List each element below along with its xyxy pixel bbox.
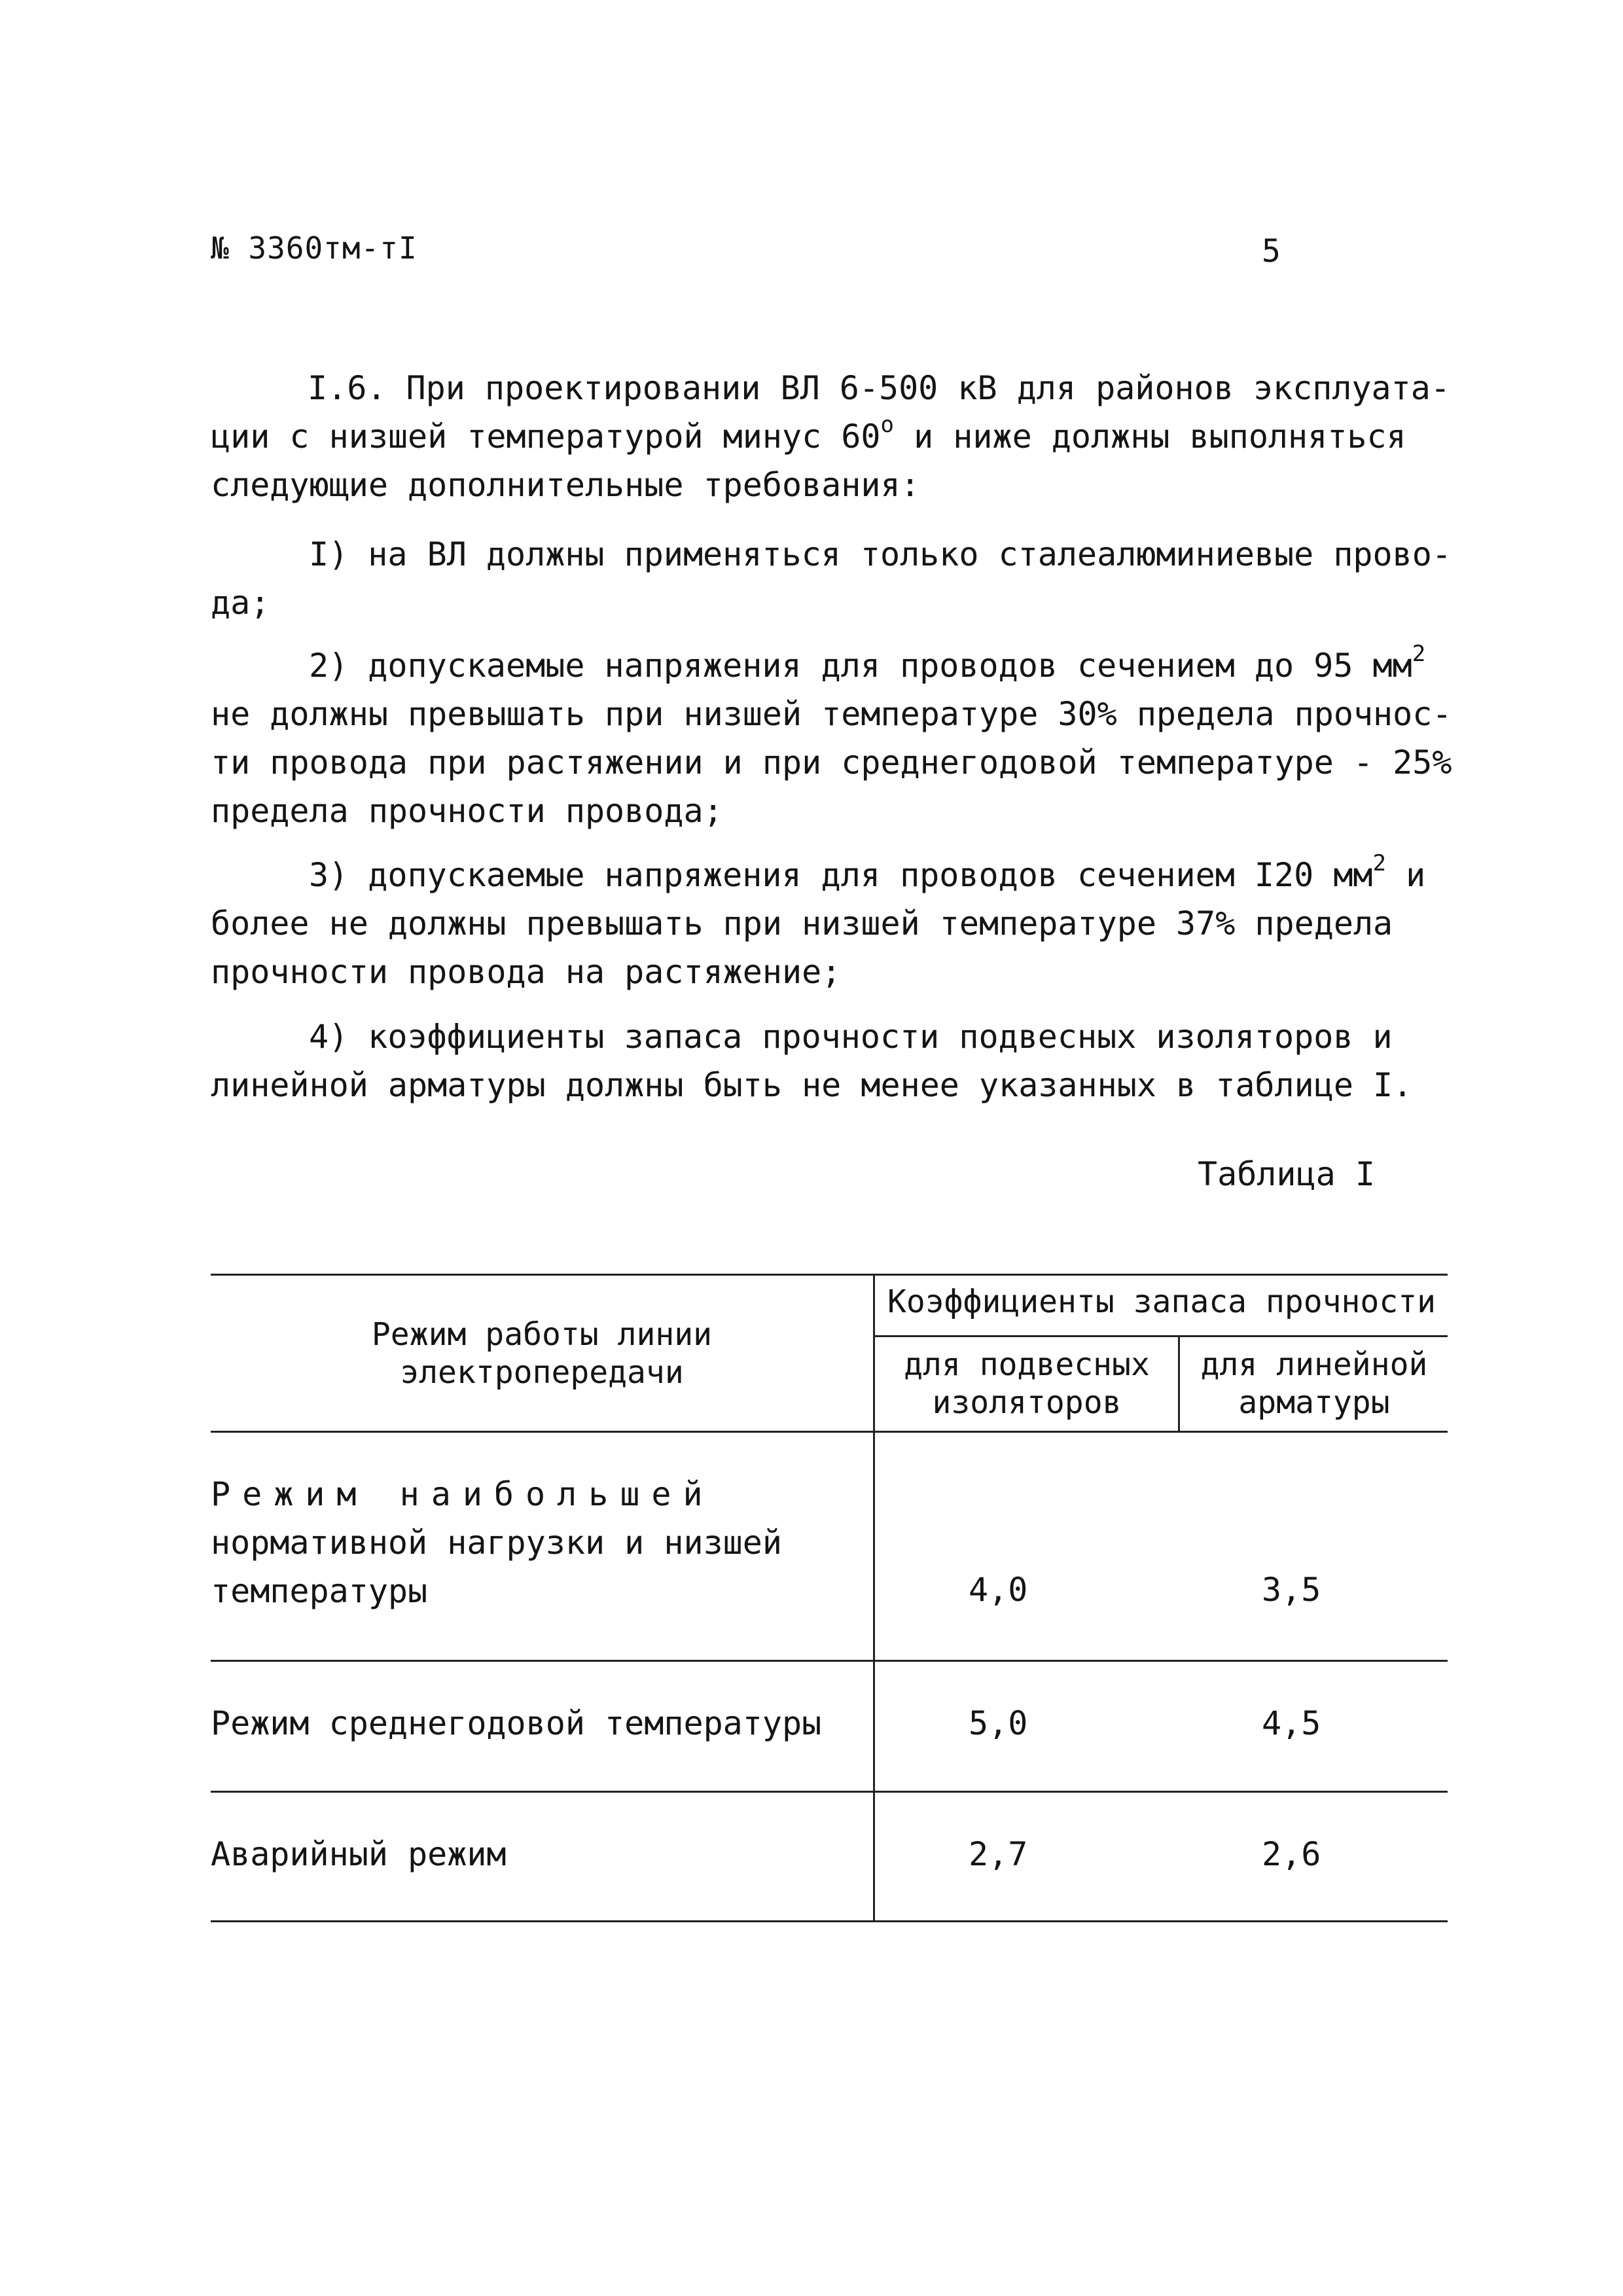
square-superscript: 2 [1412, 641, 1426, 668]
item-1 [211, 530, 1452, 627]
row-2-fittings: 4,5 [1262, 1704, 1321, 1742]
item-3-line-2: более не должны превышать при низшей температуре 37% предела [211, 905, 1393, 942]
header-insulators-line-2: изоляторов [932, 1384, 1122, 1421]
section-1-6-line-2 [211, 412, 1441, 461]
item-2-line-4: предела прочности провода; [211, 792, 723, 830]
item-3-line-1-tail: и [1386, 856, 1426, 894]
item-1-line-2: да; [211, 584, 270, 622]
item-4-line-2: линейной арматуры должны быть не менее указанных в таблице I. [211, 1066, 1413, 1104]
row-3-fittings: 2,6 [1262, 1835, 1321, 1873]
item-3-line-1-text: 3) допускаемые напряжения для проводов сечением I20 мм [309, 856, 1373, 894]
item-3-line-3: прочности провода на растяжение; [211, 953, 842, 991]
row-1-insulators: 4,0 [969, 1571, 1028, 1609]
table-subheader-divider [1178, 1335, 1180, 1431]
header-fittings [1181, 1346, 1448, 1422]
table-group-rule [874, 1335, 1448, 1337]
header-coefficients: Коэффициенты запаса прочности [887, 1283, 1436, 1320]
row-1-mode-line-2: нормативной нагрузки и низшей [211, 1524, 782, 1562]
page-number: 5 [1262, 233, 1281, 270]
header-fittings-line-2: арматуры [1238, 1384, 1390, 1421]
item-1-line-1: I) на ВЛ должны применяться только сталеалюминиевые прово- [309, 535, 1452, 573]
row-1-fittings: 3,5 [1262, 1571, 1321, 1609]
row-3-mode: Аварийный режим [211, 1835, 507, 1873]
item-4-line-1: 4) коэффициенты запаса прочности подвесных изоляторов и [309, 1018, 1393, 1056]
section-1-6-line-2-text: ции с низшей температурой минус 60 [211, 418, 881, 456]
section-1-6-line-1: I.6. При проектировании ВЛ 6-500 кВ для районов эксплуата- [308, 369, 1450, 407]
item-2-line-1 [211, 641, 1441, 690]
item-3-line-1 [211, 851, 1441, 899]
header-mode-line-2: электропередачи [400, 1354, 684, 1391]
item-2 [211, 641, 1452, 835]
document-code: № 3360тм-тI [211, 230, 418, 266]
table-top-rule [211, 1274, 1448, 1276]
table-row-rule-2 [211, 1791, 1448, 1793]
table-bottom-rule [211, 1920, 1448, 1922]
section-1-6-line-3: следующие дополнительные требования: [211, 466, 920, 504]
table-row-rule-1 [211, 1660, 1448, 1662]
header-mode [211, 1316, 873, 1391]
header-insulators-line-1: для подвесных [904, 1346, 1150, 1383]
row-2-mode: Режим среднегодовой температуры [211, 1704, 822, 1742]
table-header-rule [211, 1431, 1448, 1433]
header-fittings-line-1: для линейной [1200, 1346, 1428, 1383]
header-mode-line-1: Режим работы линии [371, 1316, 713, 1353]
table-caption: Таблица I [1198, 1155, 1375, 1193]
table-row [211, 1470, 865, 1615]
item-2-line-2: не должны превышать при низшей температуре 30% предела прочнос- [211, 695, 1452, 733]
item-2-line-3: ти провода при растяжении и при среднегодовой температуре - 25% [211, 744, 1452, 781]
square-superscript: 2 [1372, 850, 1387, 877]
item-3 [211, 851, 1441, 996]
section-1-6 [211, 364, 1450, 509]
row-2-insulators: 5,0 [969, 1704, 1028, 1742]
item-2-line-1-text: 2) допускаемые напряжения для проводов сечением до 95 мм [309, 647, 1412, 685]
table-vertical-rule [873, 1274, 875, 1922]
row-1-mode-line-3: температуры [211, 1572, 428, 1610]
degree-superscript: о [880, 412, 894, 439]
section-1-6-line-2-tail: и ниже должны выполняться [893, 418, 1406, 456]
row-1-mode-line-1: Режим наибольшей [211, 1475, 715, 1513]
row-3-insulators: 2,7 [969, 1835, 1028, 1873]
item-4 [211, 1013, 1441, 1109]
header-insulators [876, 1346, 1178, 1422]
